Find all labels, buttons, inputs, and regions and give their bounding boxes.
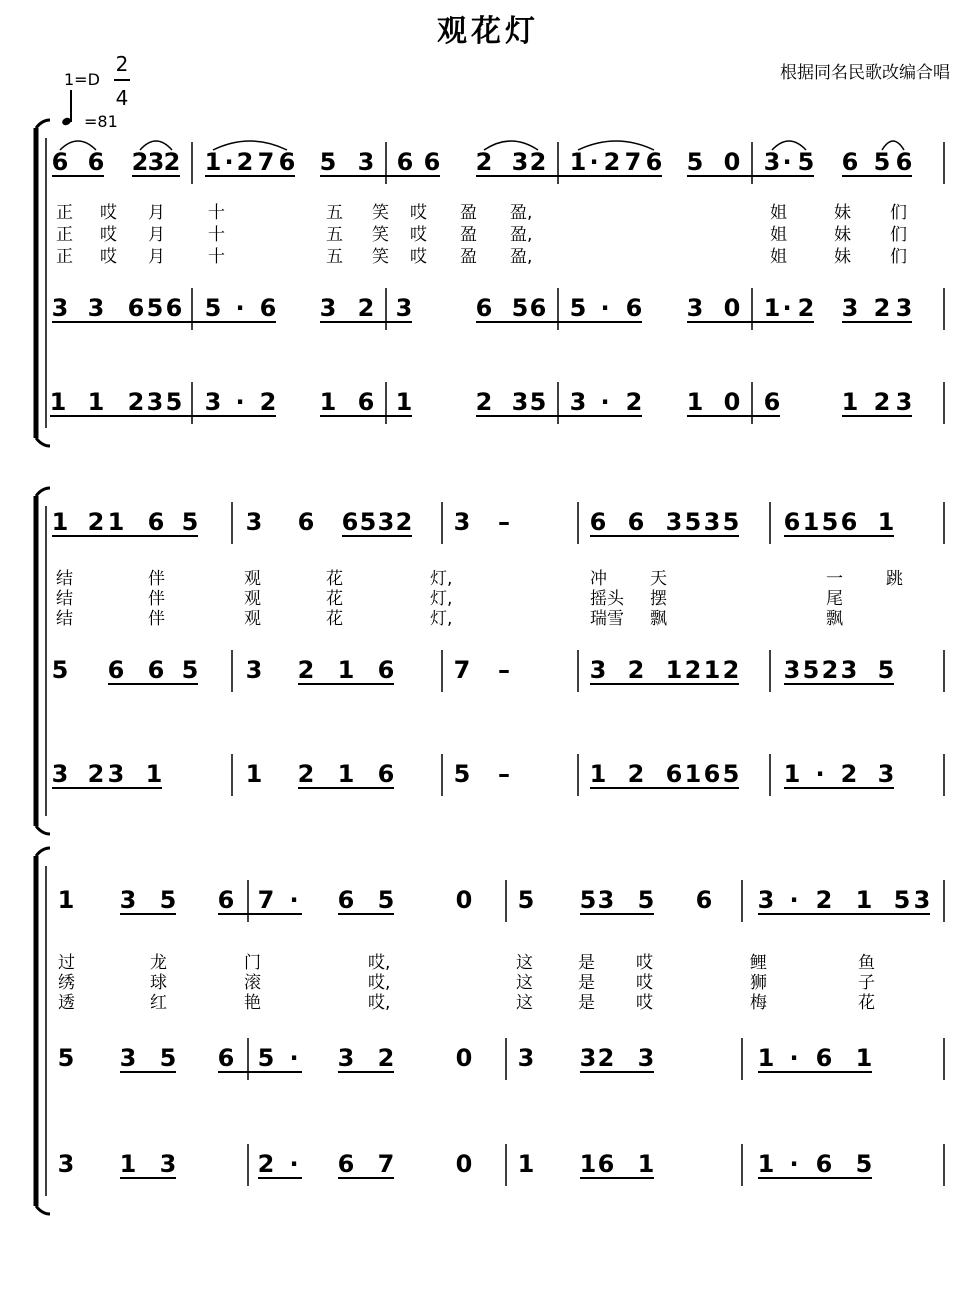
jianpu-note: 3 <box>87 294 105 322</box>
lyric-syllable: 盈 <box>460 225 477 245</box>
lyric-syllable: 滚 <box>244 973 261 993</box>
lyric-syllable: 们 <box>890 225 907 245</box>
jianpu-note: 2 <box>395 508 413 536</box>
jianpu-note: 6 <box>278 148 296 176</box>
key-signature: 1=D <box>64 70 100 89</box>
jianpu-note: 3 <box>895 294 913 322</box>
lyric-syllable: 姐 <box>770 225 787 245</box>
jianpu-note: 3 <box>107 760 125 788</box>
arrangement-credit: 根据同名民歌改编合唱 <box>780 63 950 83</box>
jianpu-note: 5 <box>855 1150 873 1178</box>
jianpu-note: 2 <box>236 148 254 176</box>
jianpu-note: 3 <box>159 1150 177 1178</box>
jianpu-note: 3 <box>147 148 165 176</box>
jianpu-note: 3 <box>51 294 69 322</box>
jianpu-note: – <box>498 508 510 536</box>
jianpu-note: 6 <box>840 508 858 536</box>
lyric-syllable: 十 <box>208 225 225 245</box>
jianpu-note: · <box>289 1044 299 1072</box>
lyric-syllable: 五 <box>326 203 343 223</box>
jianpu-note: 6 <box>147 656 165 684</box>
lyric-syllable: 笑 <box>372 203 389 223</box>
jianpu-note: 5 <box>722 508 740 536</box>
jianpu-note: · <box>235 388 245 416</box>
lyric-syllable: 子 <box>858 973 875 993</box>
jianpu-note: 2 <box>357 294 375 322</box>
jianpu-note: 1 <box>87 388 105 416</box>
jianpu-note: 6 <box>783 508 801 536</box>
jianpu-note: 5 <box>579 886 597 914</box>
jianpu-note: 2 <box>377 1044 395 1072</box>
lyric-syllable: 哎 <box>636 973 653 993</box>
jianpu-note: 6 <box>357 388 375 416</box>
jianpu-note: 5 <box>821 508 839 536</box>
lyric-syllable: 哎, <box>368 953 391 973</box>
jianpu-note: 6 <box>665 760 683 788</box>
jianpu-note: 6 <box>625 294 643 322</box>
jianpu-note: 0 <box>455 886 473 914</box>
jianpu-note: 1 <box>637 1150 655 1178</box>
lyric-syllable: 伴 <box>148 569 165 589</box>
jianpu-note: 5 <box>873 148 891 176</box>
lyric-syllable: 天 <box>650 569 667 589</box>
jianpu-note: 7 <box>453 656 471 684</box>
jianpu-note: 2 <box>131 148 149 176</box>
jianpu-note: 7 <box>257 886 275 914</box>
jianpu-note: 1 <box>57 886 75 914</box>
lyric-syllable: 十 <box>208 247 225 267</box>
lyric-syllable: 龙 <box>150 953 167 973</box>
jianpu-note: · <box>789 1044 799 1072</box>
lyric-syllable: 鲤 <box>750 953 767 973</box>
jianpu-note: 1 <box>783 760 801 788</box>
jianpu-note: 1 <box>319 388 337 416</box>
jianpu-note: – <box>498 760 510 788</box>
lyric-syllable: 姐 <box>770 247 787 267</box>
jianpu-note: 3 <box>337 1044 355 1072</box>
jianpu-note: 1 <box>579 1150 597 1178</box>
jianpu-note: 3 <box>119 1044 137 1072</box>
jianpu-note: 3 <box>119 886 137 914</box>
lyric-syllable: 这 <box>516 973 533 993</box>
lyric-syllable: 观 <box>244 609 261 629</box>
lyric-syllable: 尾 <box>826 589 843 609</box>
lyric-syllable: 瑞雪 <box>590 609 624 629</box>
lyric-syllable: 妹 <box>834 203 851 223</box>
jianpu-note: 2 <box>163 148 181 176</box>
lyric-syllable: 盈 <box>460 203 477 223</box>
lyric-syllable: 透 <box>58 993 75 1013</box>
jianpu-note: 6 <box>589 508 607 536</box>
jianpu-note: 6 <box>259 294 277 322</box>
lyric-syllable: 飘 <box>826 609 843 629</box>
jianpu-note: 5 <box>181 656 199 684</box>
jianpu-note: 1 <box>855 886 873 914</box>
jianpu-note: 6 <box>815 1044 833 1072</box>
jianpu-note: 1 <box>569 148 587 176</box>
jianpu-note: 3 <box>57 1150 75 1178</box>
lyric-syllable: 笑 <box>372 225 389 245</box>
jianpu-note: 1 <box>841 388 859 416</box>
jianpu-note: 3 <box>511 388 529 416</box>
jianpu-note: 3 <box>357 148 375 176</box>
lyric-syllable: 伴 <box>148 609 165 629</box>
jianpu-note: 6 <box>377 760 395 788</box>
jianpu-note: · <box>289 1150 299 1178</box>
lyric-syllable: 花 <box>326 589 343 609</box>
lyric-syllable: 结 <box>56 569 73 589</box>
lyric-syllable: 哎, <box>368 973 391 993</box>
lyric-syllable: 花 <box>326 609 343 629</box>
lyric-syllable: 月 <box>148 203 165 223</box>
jianpu-note: 6 <box>107 656 125 684</box>
bracket-cap-bottom <box>36 1206 50 1214</box>
jianpu-note: 2 <box>529 148 547 176</box>
jianpu-note: 3 <box>589 656 607 684</box>
jianpu-note: 3 <box>686 294 704 322</box>
jianpu-note: 6 <box>127 294 145 322</box>
lyric-syllable: 门 <box>244 953 261 973</box>
jianpu-note: · <box>235 294 245 322</box>
jianpu-note: 5 <box>159 886 177 914</box>
jianpu-note: 1 <box>204 148 222 176</box>
lyric-syllable: 月 <box>148 225 165 245</box>
jianpu-note: 6 <box>597 1150 615 1178</box>
lyric-syllable: 鱼 <box>858 953 875 973</box>
jianpu-note: 6 <box>147 508 165 536</box>
lyric-syllable: 冲 <box>590 569 607 589</box>
jianpu-note: 5 <box>722 760 740 788</box>
jianpu-note: 3 <box>517 1044 535 1072</box>
jianpu-note: 6 <box>627 508 645 536</box>
jianpu-note: 3 <box>245 508 263 536</box>
jianpu-note: · <box>815 760 825 788</box>
lyric-syllable: 是 <box>578 953 595 973</box>
lyric-syllable: 灯, <box>430 609 453 629</box>
lyric-syllable: 哎 <box>410 225 427 245</box>
jianpu-note: 5 <box>684 508 702 536</box>
lyric-syllable: 这 <box>516 993 533 1013</box>
jianpu-note: 7 <box>624 148 642 176</box>
lyric-syllable: 绣 <box>58 973 75 993</box>
jianpu-note: 6 <box>895 148 913 176</box>
jianpu-note: 1 <box>337 760 355 788</box>
jianpu-note: 0 <box>455 1044 473 1072</box>
jianpu-note: 6 <box>396 148 414 176</box>
lyric-syllable: 红 <box>150 993 167 1013</box>
bracket-cap-bottom <box>36 438 50 446</box>
jianpu-note: · <box>289 886 299 914</box>
jianpu-note: 6 <box>377 656 395 684</box>
jianpu-note: 1 <box>395 388 413 416</box>
jianpu-note: 3 <box>637 1044 655 1072</box>
lyric-syllable: 球 <box>150 973 167 993</box>
lyric-syllable: 们 <box>890 247 907 267</box>
jianpu-note: 1 <box>337 656 355 684</box>
jianpu-note: 1 <box>145 760 163 788</box>
jianpu-note: 5 <box>453 760 471 788</box>
lyric-syllable: 一 <box>826 569 843 589</box>
jianpu-note: 2 <box>821 656 839 684</box>
jianpu-note: 1 <box>877 508 895 536</box>
meter-numerator: 2 <box>115 52 129 76</box>
jianpu-note: · <box>789 1150 799 1178</box>
jianpu-note: 6 <box>841 148 859 176</box>
jianpu-note: 3 <box>763 148 781 176</box>
jianpu-note: 2 <box>873 294 891 322</box>
jianpu-note: 5 <box>319 148 337 176</box>
lyric-syllable: 正 <box>56 247 73 267</box>
jianpu-note: 6 <box>337 886 355 914</box>
jianpu-note: 1 <box>245 760 263 788</box>
jianpu-note: 6 <box>217 1044 235 1072</box>
jianpu-note: · <box>589 148 599 176</box>
lyric-syllable: 五 <box>326 247 343 267</box>
lyric-syllable: 哎 <box>636 993 653 1013</box>
jianpu-note: 3 <box>579 1044 597 1072</box>
jianpu-note: 5 <box>257 1044 275 1072</box>
jianpu-note: 1 <box>802 508 820 536</box>
jianpu-note: 6 <box>695 886 713 914</box>
jianpu-note: 3 <box>569 388 587 416</box>
jianpu-note: · <box>782 148 792 176</box>
lyric-syllable: 过 <box>58 953 75 973</box>
jianpu-note: 3 <box>597 886 615 914</box>
jianpu-note: 2 <box>87 760 105 788</box>
lyric-syllable: 摇头 <box>590 589 624 609</box>
jianpu-note: · <box>600 388 610 416</box>
lyric-syllable: 灯, <box>430 569 453 589</box>
lyric-syllable: 盈, <box>510 247 533 267</box>
jianpu-note: 3 <box>703 508 721 536</box>
jianpu-note: 5 <box>511 294 529 322</box>
jianpu-note: 1 <box>757 1044 775 1072</box>
jianpu-note: 1 <box>49 388 67 416</box>
lyric-syllable: 艳 <box>244 993 261 1013</box>
lyric-syllable: 花 <box>858 993 875 1013</box>
jianpu-note: 3 <box>757 886 775 914</box>
jianpu-note: 3 <box>146 388 164 416</box>
jianpu-note: 2 <box>259 388 277 416</box>
jianpu-note: 3 <box>319 294 337 322</box>
lyric-syllable: 哎 <box>100 247 117 267</box>
lyric-syllable: 飘 <box>650 609 667 629</box>
jianpu-note: 5 <box>181 508 199 536</box>
jianpu-note: 5 <box>204 294 222 322</box>
jianpu-note: 6 <box>475 294 493 322</box>
jianpu-note: 6 <box>217 886 235 914</box>
jianpu-note: 5 <box>165 388 183 416</box>
jianpu-note: 5 <box>686 148 704 176</box>
jianpu-note: 6 <box>703 760 721 788</box>
lyric-syllable: 是 <box>578 973 595 993</box>
jianpu-note: 2 <box>257 1150 275 1178</box>
jianpu-note: 3 <box>377 508 395 536</box>
lyric-syllable: 哎 <box>410 247 427 267</box>
lyric-syllable: 盈, <box>510 203 533 223</box>
jianpu-note: 0 <box>455 1150 473 1178</box>
jianpu-note: 2 <box>873 388 891 416</box>
jianpu-note: 6 <box>165 294 183 322</box>
jianpu-note: 5 <box>517 886 535 914</box>
jianpu-note: 5 <box>377 886 395 914</box>
jianpu-note: 2 <box>297 656 315 684</box>
jianpu-note: 5 <box>637 886 655 914</box>
jianpu-note: 1 <box>665 656 683 684</box>
jianpu-note: 2 <box>684 656 702 684</box>
meter-denominator: 4 <box>115 86 129 110</box>
jianpu-note: 6 <box>51 148 69 176</box>
jianpu-note: 5 <box>797 148 815 176</box>
jianpu-note: 3 <box>895 388 913 416</box>
jianpu-note: 3 <box>665 508 683 536</box>
jianpu-note: · <box>782 294 792 322</box>
bracket-cap-bottom <box>36 826 50 834</box>
bracket-cap-top <box>36 848 50 856</box>
jianpu-note: 3 <box>840 656 858 684</box>
jianpu-note: 6 <box>529 294 547 322</box>
jianpu-note: 1 <box>107 508 125 536</box>
jianpu-note: 6 <box>87 148 105 176</box>
lyric-syllable: 哎 <box>636 953 653 973</box>
lyric-syllable: 妹 <box>834 247 851 267</box>
lyric-syllable: 哎 <box>100 203 117 223</box>
lyric-syllable: 月 <box>148 247 165 267</box>
jianpu-note: 2 <box>597 1044 615 1072</box>
lyric-syllable: 盈, <box>510 225 533 245</box>
jianpu-note: 5 <box>569 294 587 322</box>
jianpu-note: 2 <box>815 886 833 914</box>
jianpu-note: 2 <box>625 388 643 416</box>
lyric-syllable: 这 <box>516 953 533 973</box>
jianpu-note: 1 <box>589 760 607 788</box>
jianpu-note: 3 <box>51 760 69 788</box>
lyric-syllable: 哎 <box>100 225 117 245</box>
jianpu-note: 6 <box>341 508 359 536</box>
jianpu-note: 1 <box>119 1150 137 1178</box>
lyric-syllable: 花 <box>326 569 343 589</box>
jianpu-note: 1 <box>763 294 781 322</box>
lyric-syllable: 们 <box>890 203 907 223</box>
lyric-syllable: 跳 <box>886 569 903 589</box>
bracket-cap-top <box>36 120 50 128</box>
jianpu-note: 2 <box>722 656 740 684</box>
jianpu-note: 2 <box>127 388 145 416</box>
jianpu-note: 2 <box>627 656 645 684</box>
jianpu-note: 0 <box>723 148 741 176</box>
jianpu-note: 7 <box>377 1150 395 1178</box>
jianpu-note: 5 <box>159 1044 177 1072</box>
jianpu-note: – <box>498 656 510 684</box>
jianpu-note: 3 <box>913 886 931 914</box>
jianpu-note: 5 <box>802 656 820 684</box>
jianpu-note: 3 <box>453 508 471 536</box>
jianpu-note: 5 <box>893 886 911 914</box>
lyric-syllable: 观 <box>244 569 261 589</box>
jianpu-note: 5 <box>529 388 547 416</box>
lyric-syllable: 摆 <box>650 589 667 609</box>
lyric-syllable: 十 <box>208 203 225 223</box>
tempo-marking: =81 <box>84 112 118 131</box>
jianpu-note: 6 <box>645 148 663 176</box>
jianpu-note: 6 <box>815 1150 833 1178</box>
lyric-syllable: 姐 <box>770 203 787 223</box>
jianpu-note: 1 <box>855 1044 873 1072</box>
lyric-syllable: 结 <box>56 589 73 609</box>
jianpu-note: 5 <box>359 508 377 536</box>
jianpu-note: 2 <box>475 148 493 176</box>
lyric-syllable: 妹 <box>834 225 851 245</box>
jianpu-note: 7 <box>257 148 275 176</box>
jianpu-note: 0 <box>723 294 741 322</box>
jianpu-note: 6 <box>423 148 441 176</box>
jianpu-note: 2 <box>297 760 315 788</box>
lyric-syllable: 狮 <box>750 973 767 993</box>
lyric-syllable: 灯, <box>430 589 453 609</box>
lyric-syllable: 观 <box>244 589 261 609</box>
jianpu-note: 3 <box>841 294 859 322</box>
jianpu-note: 2 <box>87 508 105 536</box>
jianpu-note: 1 <box>757 1150 775 1178</box>
score-title: 观花灯 <box>437 14 539 49</box>
jianpu-note: 3 <box>511 148 529 176</box>
lyric-syllable: 伴 <box>148 589 165 609</box>
jianpu-note: 2 <box>627 760 645 788</box>
jianpu-note: · <box>224 148 234 176</box>
lyric-syllable: 正 <box>56 203 73 223</box>
jianpu-note: 2 <box>475 388 493 416</box>
jianpu-note: 1 <box>686 388 704 416</box>
lyric-syllable: 笑 <box>372 247 389 267</box>
jianpu-note: 3 <box>245 656 263 684</box>
jianpu-note: 6 <box>763 388 781 416</box>
jianpu-note: · <box>600 294 610 322</box>
jianpu-note: 5 <box>146 294 164 322</box>
jianpu-note: 0 <box>723 388 741 416</box>
jianpu-note: 2 <box>603 148 621 176</box>
lyric-syllable: 正 <box>56 225 73 245</box>
jianpu-note: 2 <box>840 760 858 788</box>
lyric-syllable: 结 <box>56 609 73 629</box>
jianpu-note: 3 <box>204 388 222 416</box>
bracket-cap-top <box>36 488 50 496</box>
lyric-syllable: 五 <box>326 225 343 245</box>
jianpu-note: 5 <box>51 656 69 684</box>
lyric-syllable: 梅 <box>750 993 767 1013</box>
jianpu-note: · <box>789 886 799 914</box>
jianpu-note: 1 <box>684 760 702 788</box>
jianpu-note: 5 <box>57 1044 75 1072</box>
jianpu-note: 1 <box>517 1150 535 1178</box>
jianpu-note: 5 <box>877 656 895 684</box>
lyric-syllable: 哎, <box>368 993 391 1013</box>
lyric-syllable: 盈 <box>460 247 477 267</box>
lyric-syllable: 哎 <box>410 203 427 223</box>
lyric-syllable: 是 <box>578 993 595 1013</box>
jianpu-note: 6 <box>337 1150 355 1178</box>
jianpu-note: 3 <box>783 656 801 684</box>
jianpu-note: 3 <box>877 760 895 788</box>
jianpu-note: 1 <box>703 656 721 684</box>
jianpu-note: 3 <box>395 294 413 322</box>
jianpu-note: 6 <box>297 508 315 536</box>
jianpu-note: 2 <box>797 294 815 322</box>
jianpu-note: 1 <box>51 508 69 536</box>
